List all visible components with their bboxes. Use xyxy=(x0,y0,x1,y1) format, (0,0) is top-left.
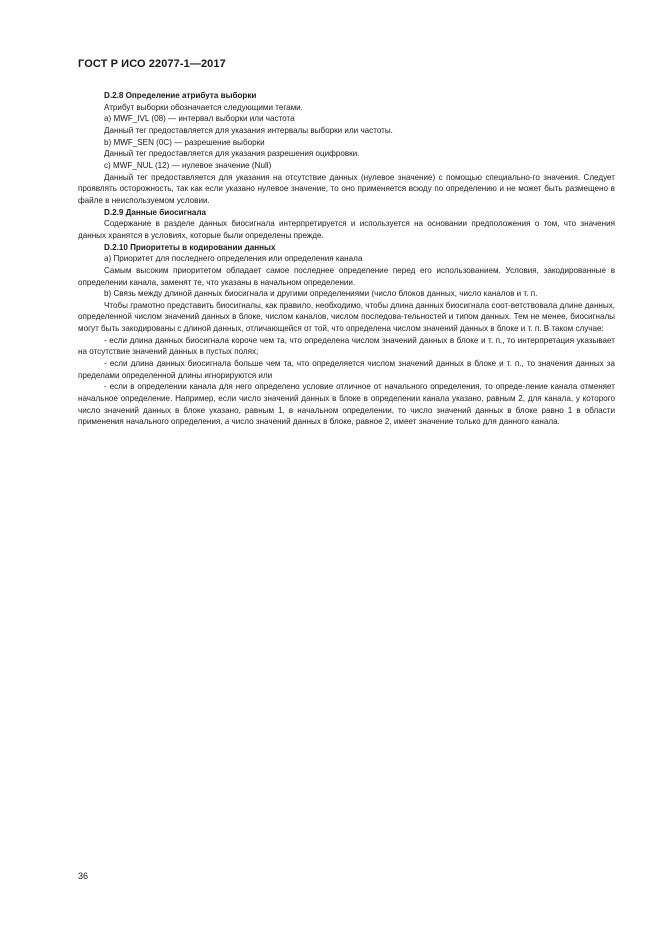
paragraph: Содержание в разделе данных биосигнала интерпретируется и используется на основании предположения о том, что значения данных хранятся в условиях, которые были определены прежде. xyxy=(78,219,615,240)
paragraph: Чтобы грамотно представить биосигналы, как правило, необходимо, чтобы длина данных биосигнала соот-ветствовала длине данных, определенной числом значений данных в блоке, числом каналов, числом последова-тельностей и типом данных. Тем не менее, биосигналы могут быть закодированы с длиной данных, отличающейся от той, что определена числом значений данных в блоке и т. п. В таком случае: xyxy=(78,300,615,334)
paragraph: Данный тег предоставляется для указания интервалы выборки или частоты. xyxy=(104,125,393,135)
paragraph: Атрибут выборки обозначается следующими тегами. xyxy=(104,102,303,112)
section-heading-d210: D.2.10 Приоритеты в кодировании данных xyxy=(104,242,276,252)
paragraph: Данный тег предоставляется для указания разрешения оцифровки. xyxy=(104,149,360,159)
list-item-a: а) MWF_IVL (08) — интервал выборки или частота xyxy=(104,114,295,124)
list-item-c: c) MWF_NUL (12) — нулевое значение (Null) xyxy=(104,160,272,170)
bullet-item: - если длина данных биосигнала больше чем та, что определяется числом значений данных в блоке и т. п., то значения данных за пределами определенной длины игнорируются или xyxy=(78,359,615,380)
bullet-item: - если в определении канала для него определено условие отличное от начального определения, то опреде-ление канала отменяет начальное определение. Например, если число значений данных в блоке в определении канала указано, равным 2, для канала, у которого число значений данных в блоке указано, равным 1, в начальном определении, то число значений данных в блоке равно 1 в области применения начального определения, а число значений данных в блоке, равное 2, имеет значение только для данного канала. xyxy=(78,382,615,427)
page-number: 36 xyxy=(78,871,89,881)
document-body xyxy=(78,90,615,428)
paragraph: Данный тег предоставляется для указания на отсутствие данных (нулевое значение) с помощью специально-го значения. Следует проявлять осторожность, так как если указано нулевое значение, то оно применяется всюду по определению и не может быть размещено в файле в неиспользуемом условии. xyxy=(78,172,615,205)
section-heading-d28: D.2.8 Определение атрибута выборки xyxy=(104,91,257,100)
bullet-item: - если длина данных биосигнала короче чем та, что определена числом значений данных в блоке и т. п., то интерпретация указывает на отсутствие значений данных в пустых полях; xyxy=(78,335,615,357)
list-item-b: b) Связь между длиной данных биосигнала и другими определениями (число блоков данных, число каналов и т. п. xyxy=(104,289,538,299)
section-heading-d29: D.2.9 Данные биосигнала xyxy=(104,207,206,217)
page-header: ГОСТ Р ИСО 22077-1—2017 xyxy=(78,58,226,70)
list-item-a: а) Приоритет для последнего определения или определения канала xyxy=(104,254,363,264)
paragraph: Самым высоким приоритетом обладает самое последнее определение перед его использованием. Условия, закодированные в определении канала, заменят те, что указаны в начальном определении. xyxy=(78,265,615,287)
list-item-b: b) MWF_SEN (0C) — разрешение выборки xyxy=(104,137,265,147)
